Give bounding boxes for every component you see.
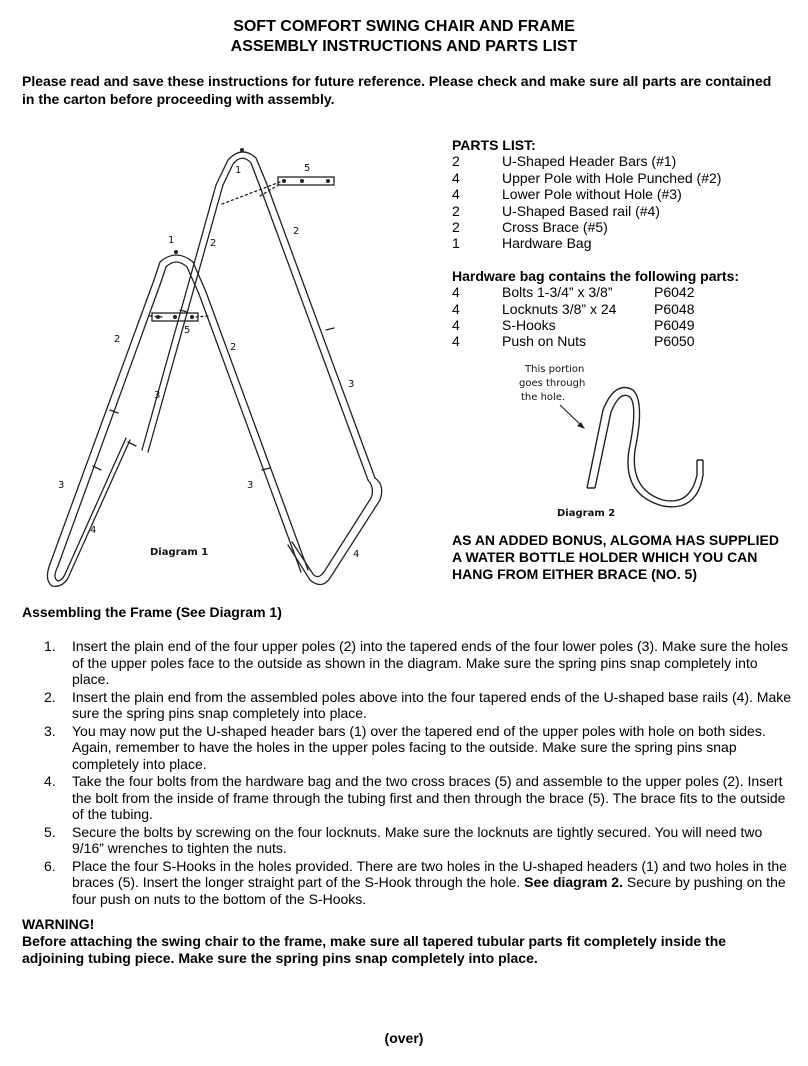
brace-dotted-lines: [150, 182, 280, 317]
warning-heading: WARNING!: [22, 916, 95, 932]
diagram1-label: 5: [304, 163, 311, 174]
s-hook-diagram-2: [505, 360, 715, 520]
assembly-heading: Assembling the Frame (See Diagram 1): [22, 604, 282, 620]
s-hook-icon: [587, 388, 703, 507]
list-item: 2. Insert the plain end from the assembled poles above into the four tapered ends of the U-shaped base rails (4). Make sure the spring pins snap completely into place.: [44, 688, 792, 721]
base-rail-back: [288, 478, 382, 585]
front-right-pole: [199, 292, 308, 572]
diagram1-label: 2: [230, 342, 237, 353]
list-item: 4 Locknuts 3/8” x 24 P6048: [452, 300, 695, 317]
intro-text: [22, 72, 792, 108]
list-item: 4 S-Hooks P6049: [452, 317, 695, 334]
assembly-steps: [22, 638, 792, 907]
warning-block: [22, 916, 792, 967]
diagram1-label: 4: [90, 525, 97, 536]
list-item: 4 Lower Pole without Hole (#3): [452, 186, 682, 203]
warning-text: Before attaching the swing chair to the frame, make sure all tapered tubular parts fit completely inside the adjoining tubing piece. Make sure the spring pins snap completely into place.: [22, 933, 727, 966]
callout-line2: goes through: [519, 378, 586, 389]
back-right-pole: [259, 182, 375, 480]
list-item: 4. Take the four bolts from the hardware bag and the two cross braces (5) and assemble to the upper poles (2). Insert the bolt from the inside of frame through the tubing first and then through the brace (5). The brace fits to the outside of the tubing.: [44, 773, 786, 822]
list-item: 2 U-Shaped Based rail (#4): [452, 202, 660, 219]
diagram2-caption: Diagram 2: [557, 508, 616, 519]
diagram1-label: 2: [210, 238, 217, 249]
list-item: 6. Place the four S-Hooks in the holes provided. There are two holes in the U-shaped headers (1) and two holes in the braces (5). Insert the longer straight part of the S-Hook through the hole. See diagram 2. Secure by pushing on the four push on nuts to the bottom of the S-Hooks.: [44, 857, 787, 907]
diagram1-label: 4: [353, 549, 360, 560]
diagram1-label: 1: [168, 235, 175, 246]
list-item: 4 Upper Pole with Hole Punched (#2): [452, 169, 722, 186]
parts-list: [452, 137, 797, 350]
diagram1-label: 3: [247, 480, 254, 491]
diagram1-label: 5: [184, 325, 191, 336]
frame-diagram-1: [30, 140, 430, 610]
base-rail-front: [47, 438, 130, 586]
cross-brace-back: [278, 177, 334, 185]
over-footer: (over): [384, 1030, 424, 1046]
list-item: 3. You may now put the U-shaped header bars (1) over the tapered end of the upper poles with hole on both sides. Again, remember to have the holes in the upper poles facing to the outside. Make sure the spring pins snap completely into place.: [44, 722, 766, 772]
parts-list-heading: PARTS LIST:: [452, 137, 536, 153]
intro-line1: Please read and save these instructions for future reference. Please check and make sure all parts are contained: [22, 73, 772, 89]
see-diagram-2-ref: See diagram 2.: [524, 874, 623, 890]
list-item: 4 Push on Nuts P6050: [452, 333, 695, 350]
callout-line3: the hole.: [521, 392, 566, 403]
header-bar-front: [154, 255, 206, 292]
list-item: 4 Bolts 1-3/4” x 3/8” P6042: [452, 284, 695, 301]
page-title-line1: SOFT COMFORT SWING CHAIR AND FRAME: [233, 18, 575, 35]
list-item: 2 U-Shaped Header Bars (#1): [452, 153, 677, 170]
intro-line2: in the carton before proceeding with assembly.: [22, 91, 335, 107]
list-item: 2 Cross Brace (#5): [452, 219, 608, 236]
diagram1-label: 1: [235, 165, 242, 176]
callout-line1: This portion: [525, 364, 585, 375]
list-item: 1 Hardware Bag: [452, 235, 592, 252]
front-left-pole: [50, 280, 161, 566]
diagram1-label: 3: [154, 390, 161, 401]
diagram1-label: 2: [114, 334, 121, 345]
hardware-heading: Hardware bag contains the following parts:: [452, 267, 740, 284]
list-item: 1. Insert the plain end of the four upper poles (2) into the tapered ends of the four lower poles (3). Make sure the holes of the upper poles face to the outside as shown in the diagram. Make sure the spring pins snap completely into place.: [44, 638, 788, 687]
diagram1-caption: Diagram 1: [150, 547, 209, 558]
diagram1-label: 3: [348, 379, 355, 390]
diagram1-label: 2: [293, 226, 300, 237]
diagram1-label: 3: [58, 480, 65, 491]
list-item: 5. Secure the bolts by screwing on the four locknuts. Make sure the locknuts are tightly secured. You will need two 9/16” wrenches to tighten the nuts.: [44, 823, 763, 856]
page-title-line2: ASSEMBLY INSTRUCTIONS AND PARTS LIST: [230, 38, 578, 55]
back-left-pole: [142, 185, 223, 452]
bonus-notice: AS AN ADDED BONUS, ALGOMA HAS SUPPLIED A WATER BOTTLE HOLDER WHICH YOU CAN HANG FROM EITHER BRACE (NO. 5): [452, 532, 779, 582]
